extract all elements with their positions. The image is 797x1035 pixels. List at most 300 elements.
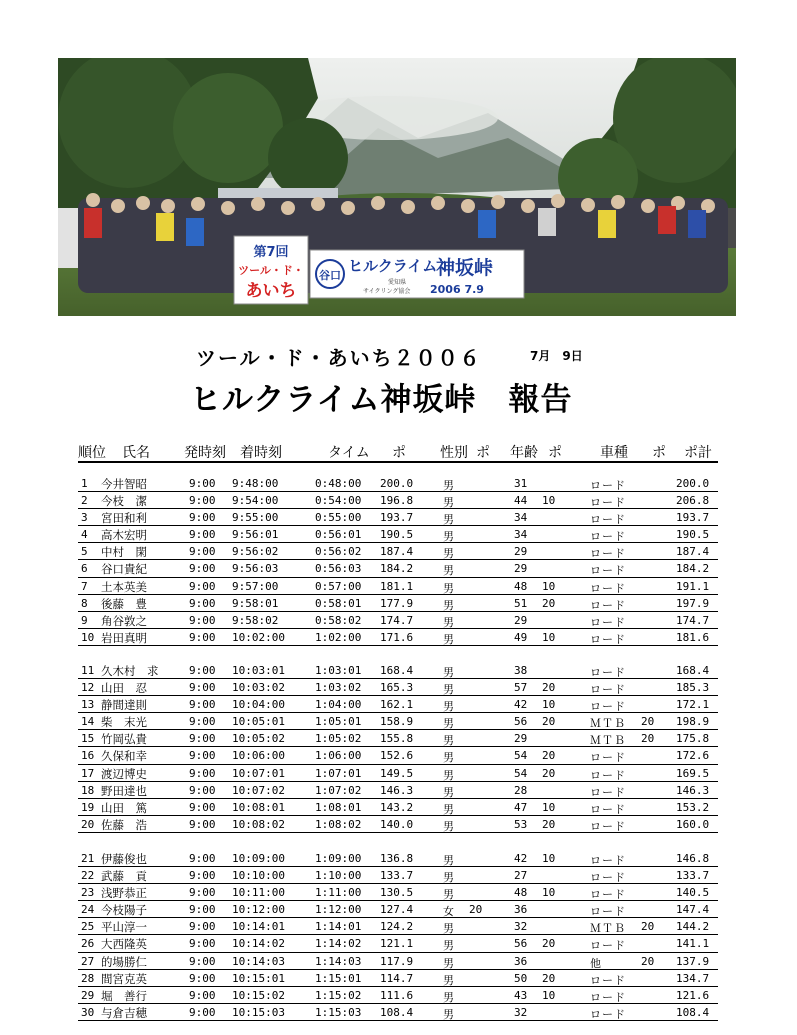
header-sex-pt: ポ	[476, 445, 490, 461]
cell-total-points: 108.4	[676, 1005, 710, 1019]
cell-sex: 女	[443, 905, 454, 919]
cell-elapsed-time: 1:14:02	[315, 937, 362, 951]
cell-sex: 男	[443, 564, 454, 578]
cell-sex: 男	[443, 854, 454, 867]
cell-age: 43	[514, 988, 528, 1002]
cell-start-time: 9:00	[189, 937, 216, 951]
cell-age: 29	[514, 545, 528, 559]
cell-start-time: 9:00	[189, 1005, 216, 1019]
cell-age: 34	[514, 511, 528, 525]
cell-age: 36	[514, 903, 528, 917]
cell-time-points: 184.2	[380, 562, 414, 576]
cell-rank: 22	[81, 869, 95, 883]
cell-age: 29	[514, 562, 528, 576]
cell-sex: 男	[443, 785, 454, 799]
cell-finish-time: 9:55:00	[232, 511, 279, 525]
header-finish: 着時刻	[240, 445, 282, 461]
cell-rank: 6	[81, 562, 88, 576]
cell-rank: 7	[81, 579, 88, 593]
cell-elapsed-time: 1:05:01	[315, 715, 362, 729]
cell-bike-type: ロード	[590, 819, 626, 833]
cell-bike-type: ロード	[590, 632, 626, 646]
cell-bike-type: ロード	[590, 802, 626, 816]
cell-elapsed-time: 1:10:00	[315, 869, 362, 883]
banner-left	[234, 236, 308, 304]
cell-time-points: 108.4	[380, 1005, 414, 1019]
cell-age: 51	[514, 596, 528, 610]
banner-mid-title: ヒルクライム	[348, 257, 438, 275]
cell-bike-type: ロード	[590, 666, 626, 679]
cell-finish-time: 9:54:00	[232, 494, 279, 508]
cell-age: 56	[514, 715, 528, 729]
table-row	[78, 850, 718, 867]
cell-age-points: 20	[542, 971, 556, 985]
cell-name: 平山淳一	[101, 920, 147, 935]
cell-name: 谷口貴紀	[101, 562, 147, 577]
event-title: ツール・ド・あいち２００６	[196, 346, 482, 370]
table-row	[78, 901, 718, 918]
header-time: タイム	[328, 445, 370, 461]
cell-elapsed-time: 1:08:01	[315, 800, 362, 814]
cell-total-points: 146.8	[676, 852, 710, 865]
cell-rank: 2	[81, 494, 88, 508]
results-table-header	[78, 441, 718, 463]
cell-total-points: 147.4	[676, 903, 710, 917]
cell-time-points: 117.9	[380, 954, 414, 968]
cell-start-time: 9:00	[189, 954, 216, 968]
header-sex: 性別	[440, 445, 468, 461]
table-row	[78, 595, 718, 612]
cell-age: 54	[514, 749, 528, 763]
table-row	[78, 747, 718, 764]
cell-rank: 17	[81, 766, 95, 780]
cell-finish-time: 10:14:03	[232, 954, 285, 968]
cell-name: 今枝陽子	[101, 903, 147, 918]
header-bike: 車種	[600, 445, 628, 461]
cell-start-time: 9:00	[189, 971, 216, 985]
cell-total-points: 172.1	[676, 698, 710, 712]
cell-elapsed-time: 1:14:01	[315, 920, 362, 934]
cell-name: 大西隆英	[101, 937, 147, 952]
cell-sex: 男	[443, 802, 454, 816]
cell-name: 山田 忍	[101, 681, 147, 696]
cell-time-points: 196.8	[380, 494, 414, 508]
cell-age-points: 10	[542, 630, 556, 644]
banner-mid-sub1: 愛知県	[388, 279, 407, 286]
cell-rank: 21	[81, 852, 95, 865]
cell-rank: 29	[81, 988, 95, 1002]
cell-finish-time: 10:15:02	[232, 988, 285, 1002]
cell-bike-type: ロード	[590, 990, 626, 1004]
cell-start-time: 9:00	[189, 800, 216, 814]
cell-start-time: 9:00	[189, 886, 216, 900]
cell-bike-type: ＭＴＢ	[590, 734, 626, 748]
cell-sex: 男	[443, 871, 454, 885]
cell-name: 与倉吉穂	[101, 1005, 147, 1020]
cell-total-points: 172.6	[676, 749, 710, 763]
table-row	[78, 816, 718, 833]
cell-total-points: 175.8	[676, 732, 710, 746]
cell-elapsed-time: 1:07:02	[315, 783, 362, 797]
cell-rank: 20	[81, 817, 95, 831]
cell-sex: 男	[443, 530, 454, 544]
cell-time-points: 162.1	[380, 698, 414, 712]
cell-time-points: 181.1	[380, 579, 414, 593]
cell-sex: 男	[443, 819, 454, 833]
cell-elapsed-time: 1:08:02	[315, 817, 362, 831]
cell-elapsed-time: 0:58:01	[315, 596, 362, 610]
cell-elapsed-time: 1:15:02	[315, 988, 362, 1002]
cell-age: 31	[514, 477, 528, 490]
cell-name: 久木村 求	[101, 664, 159, 678]
cell-bike-type: ロード	[590, 905, 626, 919]
cell-start-time: 9:00	[189, 613, 216, 627]
cell-rank: 28	[81, 971, 95, 985]
cell-total-points: 198.9	[676, 715, 710, 729]
cell-total-points: 187.4	[676, 545, 710, 559]
cell-age: 34	[514, 528, 528, 542]
cell-total-points: 133.7	[676, 869, 710, 883]
cell-age-points: 10	[542, 579, 556, 593]
cell-sex: 男	[443, 768, 454, 782]
cell-name: 柴 末光	[101, 715, 147, 730]
cell-age: 29	[514, 613, 528, 627]
cell-bike-type: ロード	[590, 598, 626, 612]
header-start: 発時刻	[184, 445, 226, 461]
banner-right-title: 神坂峠	[436, 257, 494, 279]
cell-time-points: 146.3	[380, 783, 414, 797]
cell-bike-type: ロード	[590, 785, 626, 799]
header-time-pt: ポ	[392, 445, 406, 461]
cell-name: 静間達則	[101, 698, 147, 713]
cell-name: 宮田和利	[101, 511, 147, 526]
cell-age-points: 20	[542, 596, 556, 610]
cell-age-points: 10	[542, 886, 556, 900]
results-block-2	[78, 662, 718, 833]
cell-start-time: 9:00	[189, 562, 216, 576]
cell-finish-time: 9:58:02	[232, 613, 279, 627]
table-row	[78, 884, 718, 901]
cell-bike-type: ロード	[590, 854, 626, 867]
cell-time-points: 136.8	[380, 852, 414, 865]
cell-age-points: 10	[542, 494, 556, 508]
cell-sex: 男	[443, 717, 454, 731]
cell-finish-time: 10:06:00	[232, 749, 285, 763]
cell-total-points: 190.5	[676, 528, 710, 542]
table-row	[78, 713, 718, 730]
cell-start-time: 9:00	[189, 596, 216, 610]
cell-time-points: 158.9	[380, 715, 414, 729]
cell-rank: 19	[81, 800, 95, 814]
cell-sex: 男	[443, 632, 454, 646]
cell-bike-points: 20	[641, 920, 655, 934]
cell-age-points: 20	[542, 817, 556, 831]
cell-age-points: 10	[542, 988, 556, 1002]
cell-start-time: 9:00	[189, 817, 216, 831]
table-row	[78, 730, 718, 747]
cell-time-points: 133.7	[380, 869, 414, 883]
cell-start-time: 9:00	[189, 715, 216, 729]
cell-name: 高木宏明	[101, 528, 147, 543]
cell-age-points: 10	[542, 698, 556, 712]
cell-sex: 男	[443, 973, 454, 987]
cell-age: 27	[514, 869, 528, 883]
cell-age-points: 20	[542, 715, 556, 729]
cell-start-time: 9:00	[189, 477, 216, 490]
table-row	[78, 987, 718, 1004]
cell-start-time: 9:00	[189, 920, 216, 934]
cell-finish-time: 10:07:01	[232, 766, 285, 780]
cell-age: 28	[514, 783, 528, 797]
cell-age: 48	[514, 579, 528, 593]
cell-time-points: 200.0	[380, 477, 414, 490]
cell-name: 後藤 豊	[101, 596, 147, 611]
cell-rank: 9	[81, 613, 88, 627]
cell-sex: 男	[443, 496, 454, 510]
header-name: 氏名	[122, 445, 150, 461]
cell-name: 佐藤 浩	[101, 817, 147, 832]
cell-bike-type: ロード	[590, 581, 626, 595]
cell-name: 久保和幸	[101, 749, 147, 764]
cell-start-time: 9:00	[189, 869, 216, 883]
table-row	[78, 799, 718, 816]
cell-total-points: 141.1	[676, 937, 710, 951]
report-title: ヒルクライム神坂峠 報告	[190, 382, 573, 418]
cell-bike-points: 20	[641, 732, 655, 746]
cell-total-points: 153.2	[676, 800, 710, 814]
cell-bike-type: ロード	[590, 888, 626, 902]
cell-elapsed-time: 1:07:01	[315, 766, 362, 780]
cell-time-points: 152.6	[380, 749, 414, 763]
cell-finish-time: 10:15:03	[232, 1005, 285, 1019]
cell-rank: 15	[81, 732, 95, 746]
cell-sex: 男	[443, 939, 454, 953]
table-row	[78, 526, 718, 543]
cell-rank: 25	[81, 920, 95, 934]
cell-name: 浅野恭正	[101, 886, 147, 901]
cell-rank: 3	[81, 511, 88, 525]
cell-time-points: 165.3	[380, 681, 414, 695]
cell-total-points: 168.4	[676, 664, 710, 677]
cell-sex: 男	[443, 598, 454, 612]
cell-rank: 5	[81, 545, 88, 559]
cell-bike-type: ロード	[590, 973, 626, 987]
cell-sex: 男	[443, 666, 454, 679]
cell-rank: 12	[81, 681, 95, 695]
table-row	[78, 492, 718, 509]
cell-time-points: 111.6	[380, 988, 414, 1002]
cell-age: 36	[514, 954, 528, 968]
cell-finish-time: 10:03:02	[232, 681, 285, 695]
cell-sex: 男	[443, 990, 454, 1004]
cell-name: 土本英美	[101, 579, 147, 594]
cell-time-points: 130.5	[380, 886, 414, 900]
cell-start-time: 9:00	[189, 766, 216, 780]
cell-finish-time: 10:11:00	[232, 886, 285, 900]
cell-total-points: 121.6	[676, 988, 710, 1002]
cell-start-time: 9:00	[189, 732, 216, 746]
cell-sex: 男	[443, 1007, 454, 1021]
cell-total-points: 146.3	[676, 783, 710, 797]
cell-elapsed-time: 1:09:00	[315, 852, 362, 865]
cell-rank: 13	[81, 698, 95, 712]
cell-start-time: 9:00	[189, 494, 216, 508]
cell-name: 中村 閑	[101, 545, 147, 560]
cell-name: 間宮克英	[101, 971, 147, 986]
cell-bike-type: ＭＴＢ	[590, 922, 626, 936]
cell-elapsed-time: 0:56:01	[315, 528, 362, 542]
cell-time-points: 124.2	[380, 920, 414, 934]
cell-name: 堀 善行	[101, 988, 147, 1003]
cell-finish-time: 10:04:00	[232, 698, 285, 712]
cell-sex: 男	[443, 683, 454, 697]
cell-age: 47	[514, 800, 528, 814]
cell-time-points: 140.0	[380, 817, 414, 831]
cell-sex: 男	[443, 581, 454, 595]
cell-finish-time: 10:02:00	[232, 630, 285, 644]
cell-time-points: 177.9	[380, 596, 414, 610]
cell-rank: 18	[81, 783, 95, 797]
cell-total-points: 134.7	[676, 971, 710, 985]
cell-total-points: 200.0	[676, 477, 710, 490]
cell-name: 山田 篤	[101, 800, 147, 815]
cell-elapsed-time: 1:12:00	[315, 903, 362, 917]
banner-left-line2: ツール・ド・	[238, 264, 304, 277]
cell-bike-type: ロード	[590, 871, 626, 885]
banner-circle-text: 谷口	[319, 269, 341, 282]
cell-bike-type: ロード	[590, 496, 626, 510]
table-row	[78, 560, 718, 577]
cell-finish-time: 10:15:01	[232, 971, 285, 985]
table-row	[78, 1004, 718, 1021]
cell-bike-type: ロード	[590, 530, 626, 544]
cell-rank: 23	[81, 886, 95, 900]
cell-sex: 男	[443, 956, 454, 970]
group-photo	[58, 58, 736, 316]
cell-rank: 27	[81, 954, 95, 968]
cell-elapsed-time: 1:11:00	[315, 886, 362, 900]
header-rank: 順位	[78, 445, 106, 461]
cell-sex: 男	[443, 615, 454, 629]
cell-finish-time: 10:05:02	[232, 732, 285, 746]
cell-time-points: 174.7	[380, 613, 414, 627]
header-age: 年齢	[510, 445, 538, 461]
cell-rank: 11	[81, 664, 95, 677]
cell-elapsed-time: 1:15:03	[315, 1005, 362, 1019]
cell-name: 渡辺博史	[101, 766, 147, 781]
cell-elapsed-time: 1:03:01	[315, 664, 362, 677]
cell-total-points: 174.7	[676, 613, 710, 627]
table-row	[78, 935, 718, 952]
cell-finish-time: 10:05:01	[232, 715, 285, 729]
cell-elapsed-time: 1:05:02	[315, 732, 362, 746]
cell-time-points: 143.2	[380, 800, 414, 814]
cell-bike-type: ロード	[590, 751, 626, 765]
cell-elapsed-time: 0:57:00	[315, 579, 362, 593]
cell-total-points: 160.0	[676, 817, 710, 831]
banner-mid-sub2: サイクリング協会	[363, 288, 411, 295]
cell-rank: 1	[81, 477, 88, 490]
cell-sex: 男	[443, 888, 454, 902]
table-row	[78, 612, 718, 629]
cell-age: 42	[514, 698, 528, 712]
cell-start-time: 9:00	[189, 698, 216, 712]
cell-bike-type: ロード	[590, 683, 626, 697]
cell-name: 野田達也	[101, 783, 147, 798]
cell-elapsed-time: 0:48:00	[315, 477, 362, 490]
cell-bike-type: ロード	[590, 513, 626, 527]
cell-finish-time: 10:14:02	[232, 937, 285, 951]
cell-age-points: 10	[542, 852, 556, 865]
cell-bike-type: ロード	[590, 615, 626, 629]
cell-sex-points: 20	[469, 903, 483, 917]
cell-finish-time: 10:08:01	[232, 800, 285, 814]
cell-total-points: 144.2	[676, 920, 710, 934]
cell-bike-type: ＭＴＢ	[590, 717, 626, 731]
cell-name: 竹岡弘貴	[101, 732, 147, 747]
cell-age: 56	[514, 937, 528, 951]
cell-rank: 30	[81, 1005, 95, 1019]
table-row	[78, 662, 718, 679]
banner-right-date: 2006 7.9	[430, 283, 484, 296]
cell-start-time: 9:00	[189, 988, 216, 1002]
table-row	[78, 679, 718, 696]
header-bike-pt: ポ	[652, 445, 666, 461]
cell-rank: 14	[81, 715, 95, 729]
cell-start-time: 9:00	[189, 783, 216, 797]
cell-elapsed-time: 1:04:00	[315, 698, 362, 712]
header-total: ポ計	[684, 445, 712, 461]
cell-name: 的場勝仁	[101, 954, 147, 969]
cell-time-points: 190.5	[380, 528, 414, 542]
cell-bike-type: ロード	[590, 564, 626, 578]
cell-start-time: 9:00	[189, 630, 216, 644]
cell-finish-time: 10:12:00	[232, 903, 285, 917]
cell-finish-time: 10:03:01	[232, 664, 285, 677]
cell-total-points: 185.3	[676, 681, 710, 695]
cell-sex: 男	[443, 479, 454, 492]
cell-name: 角谷敦之	[101, 613, 147, 628]
header-age-pt: ポ	[548, 445, 562, 461]
cell-sex: 男	[443, 734, 454, 748]
cell-rank: 24	[81, 903, 95, 917]
cell-elapsed-time: 0:56:02	[315, 545, 362, 559]
cell-elapsed-time: 1:02:00	[315, 630, 362, 644]
cell-finish-time: 9:56:01	[232, 528, 279, 542]
cell-bike-points: 20	[641, 954, 655, 968]
cell-bike-type: ロード	[590, 700, 626, 714]
cell-start-time: 9:00	[189, 903, 216, 917]
cell-start-time: 9:00	[189, 664, 216, 677]
cell-age-points: 20	[542, 749, 556, 763]
cell-rank: 16	[81, 749, 95, 763]
cell-total-points: 206.8	[676, 494, 710, 508]
cell-time-points: 193.7	[380, 511, 414, 525]
table-row	[78, 475, 718, 492]
cell-finish-time: 10:09:00	[232, 852, 285, 865]
cell-time-points: 168.4	[380, 664, 414, 677]
cell-bike-type: ロード	[590, 479, 626, 492]
table-row	[78, 629, 718, 646]
cell-name: 武藤 貢	[101, 869, 147, 884]
cell-total-points: 193.7	[676, 511, 710, 525]
cell-sex: 男	[443, 751, 454, 765]
table-row	[78, 765, 718, 782]
cell-start-time: 9:00	[189, 511, 216, 525]
cell-total-points: 191.1	[676, 579, 710, 593]
cell-total-points: 197.9	[676, 596, 710, 610]
table-row	[78, 953, 718, 970]
